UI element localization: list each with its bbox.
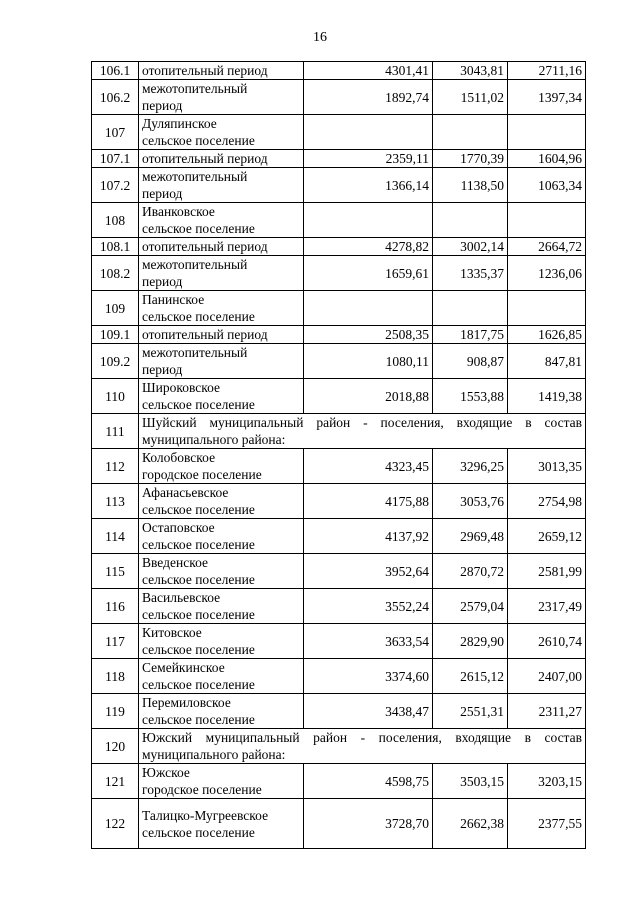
table-row (92, 519, 586, 554)
value-cell-3: 1604,96 (508, 150, 586, 168)
value-cell-2: 1770,39 (433, 150, 508, 168)
row-number: 112 (92, 449, 139, 484)
value-cell-1: 4598,75 (304, 764, 433, 799)
row-number: 108.1 (92, 238, 139, 256)
value-cell-3: 2317,49 (508, 589, 586, 624)
value-cell-3: 2659,12 (508, 519, 586, 554)
value-cell-3: 2610,74 (508, 624, 586, 659)
settlement-name-line: Семейкинское (142, 660, 225, 675)
value-cell-1: 3952,64 (304, 554, 433, 589)
value-cell-3: 1063,34 (508, 168, 586, 203)
settlement-name (139, 589, 304, 624)
value-cell-1: 4175,88 (304, 484, 433, 519)
settlement-name-line: сельское поселение (142, 502, 255, 517)
settlement-name (139, 291, 304, 326)
table-row (92, 554, 586, 589)
table-row (92, 764, 586, 799)
settlement-name (139, 238, 304, 256)
value-cell-2: 1138,50 (433, 168, 508, 203)
row-number: 114 (92, 519, 139, 554)
table-row (92, 80, 586, 115)
table-row (92, 344, 586, 379)
settlement-name-line: межотопительный (142, 257, 248, 272)
table-row (92, 659, 586, 694)
value-cell-3: 2711,16 (508, 62, 586, 80)
settlement-name (139, 799, 304, 849)
table-row (92, 589, 586, 624)
row-number: 122 (92, 799, 139, 849)
settlement-name (139, 344, 304, 379)
settlement-name-line: сельское поселение (142, 712, 255, 727)
settlement-name (139, 624, 304, 659)
row-number: 106.1 (92, 62, 139, 80)
table-row (92, 168, 586, 203)
settlement-name (139, 62, 304, 80)
settlement-name-line: сельское поселение (142, 309, 255, 324)
value-cell-1: 4323,45 (304, 449, 433, 484)
value-cell-1: 3728,70 (304, 799, 433, 849)
settlement-name-line: сельское поселение (142, 221, 255, 236)
table-body (92, 62, 586, 849)
row-number: 111 (92, 414, 139, 449)
settlement-name (139, 764, 304, 799)
row-number: 108 (92, 203, 139, 238)
table-row (92, 326, 586, 344)
value-cell-2: 1511,02 (433, 80, 508, 115)
value-cell-2: 2969,48 (433, 519, 508, 554)
row-number: 110 (92, 379, 139, 414)
row-number: 109.2 (92, 344, 139, 379)
district-heading-line: Южский муниципальный район - поселения, входящие в состав (142, 730, 582, 745)
settlement-name (139, 80, 304, 115)
settlement-name-line: Панинское (142, 292, 205, 307)
settlement-name-line: отопительный период (142, 151, 268, 166)
row-number: 109.1 (92, 326, 139, 344)
settlement-name-line: сельское поселение (142, 572, 255, 587)
value-cell-1: 2018,88 (304, 379, 433, 414)
value-cell-2 (433, 115, 508, 150)
table-row (92, 291, 586, 326)
value-cell-1: 3438,47 (304, 694, 433, 729)
settlement-name-line: сельское поселение (142, 677, 255, 692)
table-row (92, 414, 586, 449)
value-cell-2: 3296,25 (433, 449, 508, 484)
value-cell-1: 1080,11 (304, 344, 433, 379)
table-row (92, 203, 586, 238)
value-cell-1: 1366,14 (304, 168, 433, 203)
value-cell-1 (304, 203, 433, 238)
value-cell-3 (508, 291, 586, 326)
tariff-table (91, 61, 586, 849)
row-number: 120 (92, 729, 139, 764)
row-number: 117 (92, 624, 139, 659)
value-cell-1: 4278,82 (304, 238, 433, 256)
value-cell-2: 2551,31 (433, 694, 508, 729)
district-heading (139, 729, 586, 764)
value-cell-1 (304, 115, 433, 150)
table-row (92, 150, 586, 168)
value-cell-3: 2311,27 (508, 694, 586, 729)
settlement-name-line: Остаповское (142, 520, 215, 535)
settlement-name (139, 519, 304, 554)
table-row (92, 694, 586, 729)
settlement-name-line: Южское (142, 765, 190, 780)
value-cell-3: 2754,98 (508, 484, 586, 519)
value-cell-1: 1892,74 (304, 80, 433, 115)
value-cell-3: 3203,15 (508, 764, 586, 799)
value-cell-3 (508, 115, 586, 150)
settlement-name-line: отопительный период (142, 63, 268, 78)
settlement-name-line: городское поселение (142, 782, 262, 797)
row-number: 107.2 (92, 168, 139, 203)
value-cell-2: 1817,75 (433, 326, 508, 344)
page-number: 16 (313, 30, 327, 45)
settlement-name-line: городское поселение (142, 467, 262, 482)
settlement-name-line: Перемиловское (142, 695, 231, 710)
table-row (92, 62, 586, 80)
value-cell-1 (304, 291, 433, 326)
settlement-name-line: Талицко-Мугреевское (142, 807, 269, 823)
settlement-name (139, 256, 304, 291)
row-number: 109 (92, 291, 139, 326)
row-number: 107.1 (92, 150, 139, 168)
value-cell-2: 1553,88 (433, 379, 508, 414)
settlement-name (139, 203, 304, 238)
value-cell-2: 2662,38 (433, 799, 508, 849)
value-cell-3: 1626,85 (508, 326, 586, 344)
settlement-name (139, 484, 304, 519)
settlement-name (139, 659, 304, 694)
value-cell-2 (433, 203, 508, 238)
district-heading-line: муниципального района: (142, 432, 286, 447)
settlement-name-line: отопительный период (142, 327, 268, 342)
table-row (92, 449, 586, 484)
value-cell-2: 3503,15 (433, 764, 508, 799)
value-cell-3: 1419,38 (508, 379, 586, 414)
settlement-name-line: период (142, 274, 183, 289)
row-number: 116 (92, 589, 139, 624)
settlement-name-line: период (142, 362, 183, 377)
value-cell-2: 2829,90 (433, 624, 508, 659)
settlement-name-line: межотопительный (142, 169, 248, 184)
settlement-name (139, 449, 304, 484)
value-cell-3: 847,81 (508, 344, 586, 379)
value-cell-1: 3552,24 (304, 589, 433, 624)
district-heading-line: Шуйский муниципальный район - поселения, входящие в состав (142, 415, 582, 430)
settlement-name-line: Колобовское (142, 450, 216, 465)
settlement-name-line: период (142, 98, 183, 113)
row-number: 107 (92, 115, 139, 150)
row-number: 115 (92, 554, 139, 589)
settlement-name-line: сельское поселение (142, 607, 255, 622)
settlement-name-line: Китовское (142, 625, 202, 640)
settlement-name-line: межотопительный (142, 345, 248, 360)
settlement-name (139, 326, 304, 344)
settlement-name-line: сельское поселение (142, 642, 255, 657)
district-heading (139, 414, 586, 449)
value-cell-1: 2359,11 (304, 150, 433, 168)
settlement-name (139, 150, 304, 168)
settlement-name-line: Дуляпинское (142, 116, 217, 131)
value-cell-1: 4301,41 (304, 62, 433, 80)
settlement-name-line: межотопительный (142, 81, 248, 96)
settlement-name (139, 168, 304, 203)
settlement-name (139, 379, 304, 414)
value-cell-3: 2664,72 (508, 238, 586, 256)
value-cell-2: 2615,12 (433, 659, 508, 694)
table-row (92, 729, 586, 764)
settlement-name (139, 694, 304, 729)
settlement-name-line: отопительный период (142, 239, 268, 254)
settlement-name-line: сельское поселение (142, 824, 255, 840)
value-cell-3 (508, 203, 586, 238)
district-heading-line: муниципального района: (142, 747, 286, 762)
table-row (92, 238, 586, 256)
value-cell-3: 2581,99 (508, 554, 586, 589)
settlement-name (139, 554, 304, 589)
settlement-name-line: Афанасьевское (142, 485, 229, 500)
table-row (92, 115, 586, 150)
value-cell-2: 908,87 (433, 344, 508, 379)
value-cell-1: 2508,35 (304, 326, 433, 344)
settlement-name-line: сельское поселение (142, 133, 255, 148)
value-cell-2: 3002,14 (433, 238, 508, 256)
row-number: 113 (92, 484, 139, 519)
value-cell-2: 2870,72 (433, 554, 508, 589)
settlement-name-line: период (142, 186, 183, 201)
settlement-name-line: Васильевское (142, 590, 221, 605)
table-row (92, 799, 586, 849)
row-number: 119 (92, 694, 139, 729)
value-cell-3: 2377,55 (508, 799, 586, 849)
settlement-name-line: Иванковское (142, 204, 215, 219)
value-cell-1: 4137,92 (304, 519, 433, 554)
settlement-name-line: сельское поселение (142, 397, 255, 412)
table-row (92, 484, 586, 519)
settlement-name-line: Введенское (142, 555, 208, 570)
value-cell-1: 1659,61 (304, 256, 433, 291)
row-number: 106.2 (92, 80, 139, 115)
row-number: 108.2 (92, 256, 139, 291)
value-cell-3: 2407,00 (508, 659, 586, 694)
value-cell-2 (433, 291, 508, 326)
value-cell-2: 3053,76 (433, 484, 508, 519)
table-row (92, 256, 586, 291)
value-cell-1: 3374,60 (304, 659, 433, 694)
table-row (92, 624, 586, 659)
value-cell-2: 2579,04 (433, 589, 508, 624)
value-cell-1: 3633,54 (304, 624, 433, 659)
value-cell-3: 3013,35 (508, 449, 586, 484)
settlement-name-line: Широковское (142, 380, 221, 395)
table-row (92, 379, 586, 414)
settlement-name (139, 115, 304, 150)
row-number: 121 (92, 764, 139, 799)
value-cell-3: 1236,06 (508, 256, 586, 291)
row-number: 118 (92, 659, 139, 694)
value-cell-3: 1397,34 (508, 80, 586, 115)
value-cell-2: 3043,81 (433, 62, 508, 80)
settlement-name-line: сельское поселение (142, 537, 255, 552)
value-cell-2: 1335,37 (433, 256, 508, 291)
